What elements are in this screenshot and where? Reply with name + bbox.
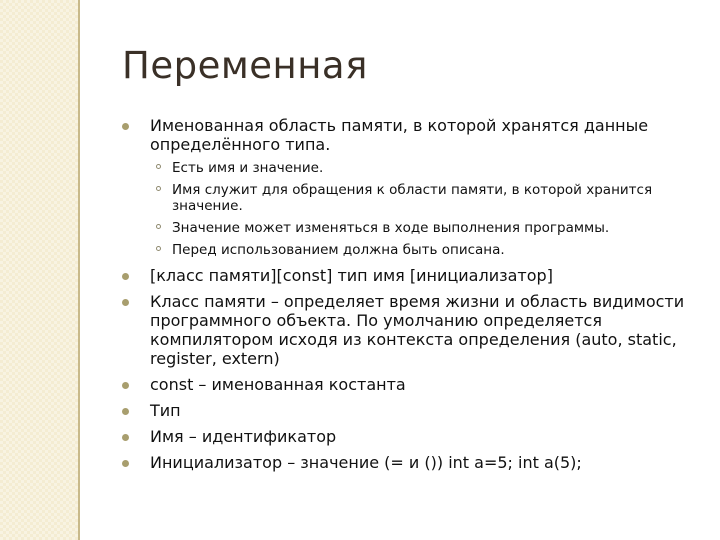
bullet-item (108, 453, 698, 472)
sub-bullet-text: Значение может изменяться в ходе выполнения программы. (172, 220, 610, 236)
sub-bullet-text: Имя служит для обращения к области памяти, в которой хранится значение. (172, 182, 653, 214)
bullet-item (108, 375, 698, 394)
bullet-text: Имя – идентификатор (150, 427, 337, 446)
sub-bullet-list (108, 160, 698, 258)
sub-bullet-ring-icon (156, 224, 161, 229)
bullet-dot-icon (122, 123, 129, 130)
bullet-dot-icon (122, 273, 129, 280)
slide-title: Переменная (122, 44, 368, 87)
bullet-item (108, 266, 698, 285)
bullet-dot-icon (122, 460, 129, 467)
side-divider-line (78, 0, 80, 540)
bullet-dot-icon (122, 299, 129, 306)
bullet-text: Инициализатор – значение (= и ()) int a=5; int a(5); (150, 453, 582, 472)
sub-bullet-item (108, 220, 698, 236)
bullet-dot-icon (122, 408, 129, 415)
bullet-dot-icon (122, 382, 129, 389)
bullet-text: Класс памяти – определяет время жизни и область видимости программного объекта. По умолчанию определяется компилятором исходя из контекста определения (auto, static, register, extern) (150, 292, 685, 368)
bullet-item (108, 427, 698, 446)
sub-bullet-text: Есть имя и значение. (172, 160, 324, 176)
side-decoration-panel (0, 0, 78, 540)
bullet-item (108, 116, 698, 154)
sub-bullet-item (108, 160, 698, 176)
bullet-item (108, 401, 698, 420)
sub-bullet-item (108, 242, 698, 258)
sub-bullet-text: Перед использованием должна быть описана. (172, 242, 505, 258)
bullet-dot-icon (122, 434, 129, 441)
sub-bullet-ring-icon (156, 246, 161, 251)
bullet-list (108, 116, 698, 479)
bullet-text: Именованная область памяти, в которой хранятся данные определённого типа. (150, 116, 649, 154)
sub-bullet-item (108, 182, 698, 214)
bullet-text: [класс памяти][const] тип имя [инициализатор] (150, 266, 553, 285)
sub-bullet-ring-icon (156, 164, 161, 169)
bullet-text: const – именованная костанта (150, 375, 406, 394)
bullet-item (108, 292, 698, 368)
bullet-text: Тип (150, 401, 181, 420)
sub-bullet-ring-icon (156, 186, 161, 191)
